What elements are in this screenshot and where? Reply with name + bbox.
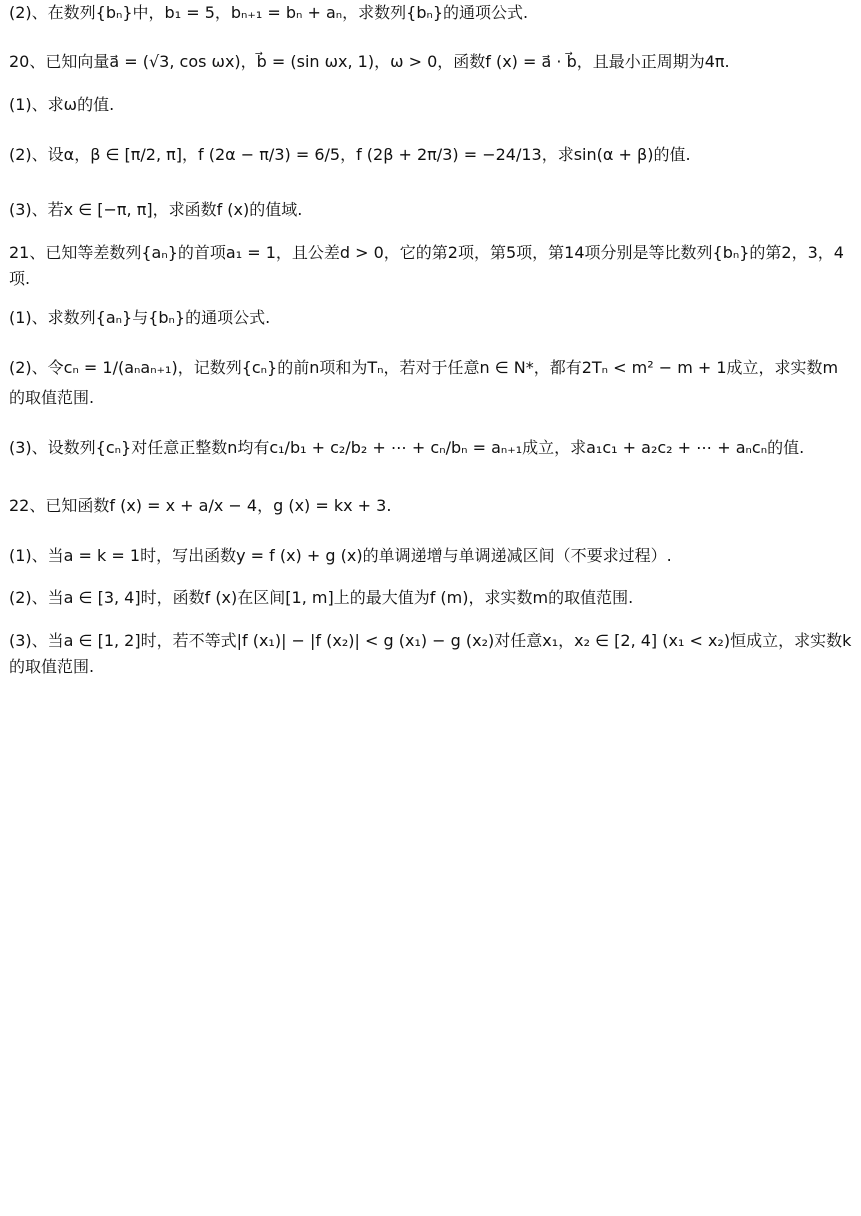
q22-part3-text: (3)、当a ∈ [1, 2]时，若不等式|f (x₁)| − |f (x₂)| < g (x₁) − g (x₂)对任意x₁，x₂ ∈ [2, 4] (x₁ < x₂)恒成立，求实数k的取值范围. (9, 631, 852, 676)
q21-part2-text: (2)、令cₙ = 1/(aₙaₙ₊₁)，记数列{cₙ}的前n项和为Tₙ，若对于任意n ∈ N*，都有2Tₙ < m² − m + 1成立，求实数m的取值范围. (9, 358, 839, 407)
q21-part1-text: (1)、求数列{aₙ}与{bₙ}的通项公式. (9, 308, 271, 327)
q20-part3-text: (3)、若x ∈ [−π, π]，求函数f (x)的值域. (9, 200, 303, 219)
q20-part2-text: (2)、设α，β ∈ [π/2, π]，f (2α − π/3) = 6/5，f (2β + 2π/3) = −24/13，求sin(α + β)的值. (9, 145, 691, 164)
q20-stem-text: 20、已知向量a⃗ = (√3, cos ωx)，b⃗ = (sin ωx, 1)，ω > 0，函数f (x) = a⃗ · b⃗，且最小正周期为4π. (9, 52, 730, 71)
q22-stem-text: 22、已知函数f (x) = x + a/x − 4，g (x) = kx + 3. (9, 496, 392, 515)
q19-part2-text: (2)、在数列{bₙ}中，b₁ = 5，bₙ₊₁ = bₙ + aₙ，求数列{bₙ}的通项公式. (9, 3, 529, 22)
q21-stem-text: 21、已知等差数列{aₙ}的首项a₁ = 1，且公差d > 0，它的第2项，第5项，第14项分别是等比数列{bₙ}的第2，3，4项. (9, 243, 844, 288)
q20-part1-text: (1)、求ω的值. (9, 95, 115, 114)
q21-part3-text: (3)、设数列{cₙ}对任意正整数n均有c₁/b₁ + c₂/b₂ + ⋯ + cₙ/bₙ = aₙ₊₁成立，求a₁c₁ + a₂c₂ + ⋯ + aₙcₙ的值. (9, 438, 805, 457)
q22-part1-text: (1)、当a = k = 1时，写出函数y = f (x) + g (x)的单调递增与单调递减区间（不要求过程）. (9, 546, 672, 565)
q22-part2-text: (2)、当a ∈ [3, 4]时，函数f (x)在区间[1, m]上的最大值为f (m)，求实数m的取值范围. (9, 588, 634, 607)
